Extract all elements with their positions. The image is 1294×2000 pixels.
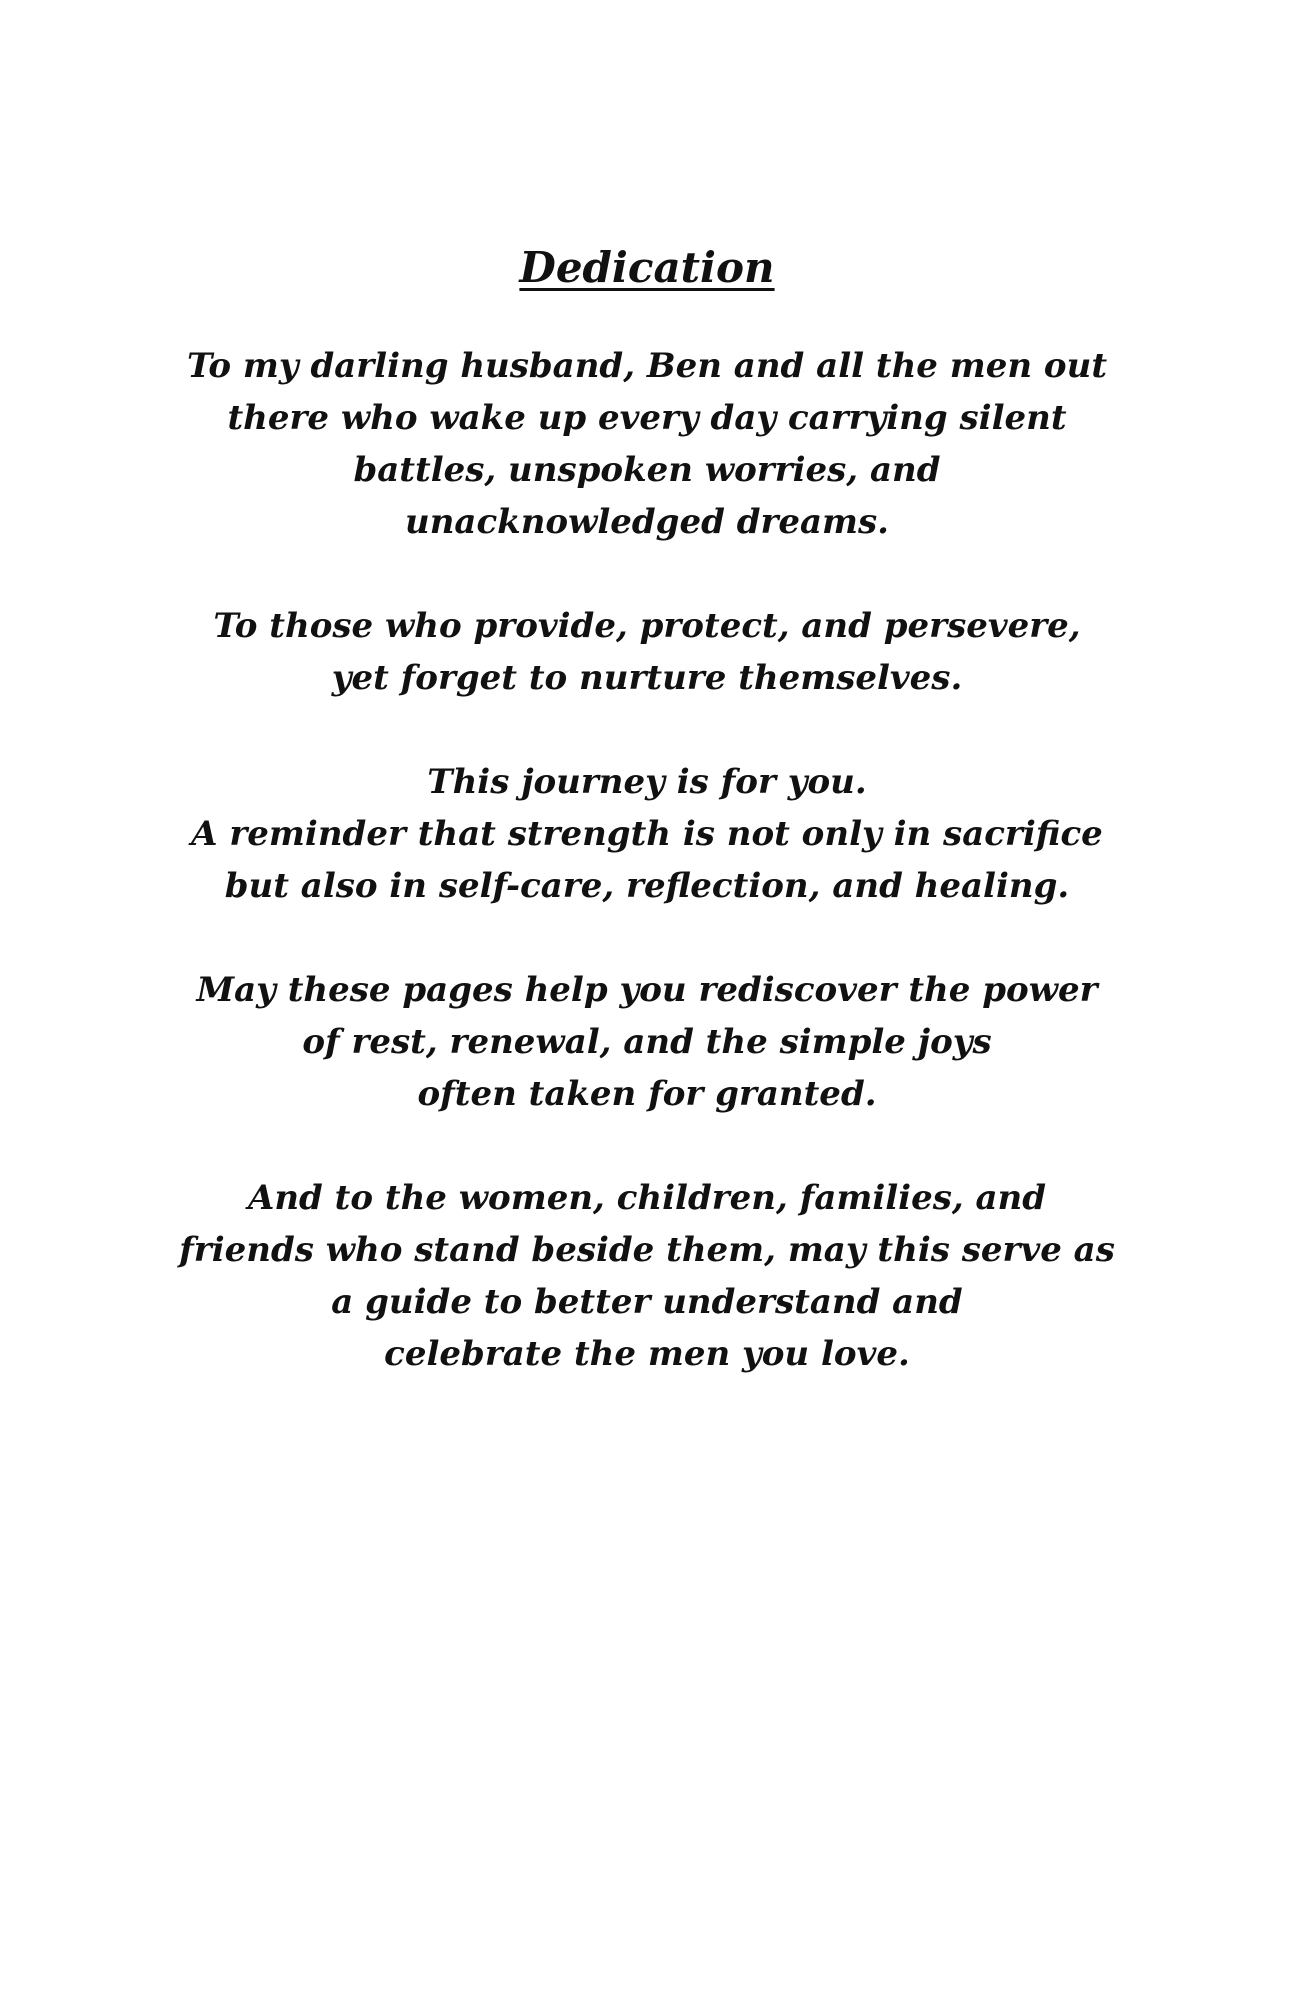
text-line: May these pages help you rediscover the power [196, 970, 1098, 1010]
text-line: but also in self-care, reflection, and healing. [224, 866, 1070, 906]
text-line: friends who stand beside them, may this serve as [179, 1230, 1115, 1270]
page-title: Dedication [519, 243, 775, 292]
dedication-body [0, 340, 1294, 1432]
text-line: celebrate the men you love. [384, 1334, 910, 1374]
paragraph-3 [0, 756, 1294, 912]
text-line: unacknowledged dreams. [404, 502, 890, 542]
text-line: To my darling husband, Ben and all the men out [186, 346, 1108, 386]
text-line: A reminder that strength is not only in sacrifice [191, 814, 1103, 854]
paragraph-1 [0, 340, 1294, 548]
text-line: battles, unspoken worries, and [353, 450, 941, 490]
text-line: of rest, renewal, and the simple joys [302, 1022, 992, 1062]
paragraph-4 [0, 964, 1294, 1120]
text-line: often taken for granted. [417, 1074, 877, 1114]
text-line: there who wake up every day carrying silent [227, 398, 1067, 438]
paragraph-5 [0, 1172, 1294, 1380]
text-line: a guide to better understand and [331, 1282, 963, 1322]
text-line: To those who provide, protect, and persevere, [213, 606, 1081, 646]
text-line: And to the women, children, families, and [247, 1178, 1047, 1218]
paragraph-2 [0, 600, 1294, 704]
text-line: This journey is for you. [427, 762, 867, 802]
text-line: yet forget to nurture themselves. [331, 658, 963, 698]
